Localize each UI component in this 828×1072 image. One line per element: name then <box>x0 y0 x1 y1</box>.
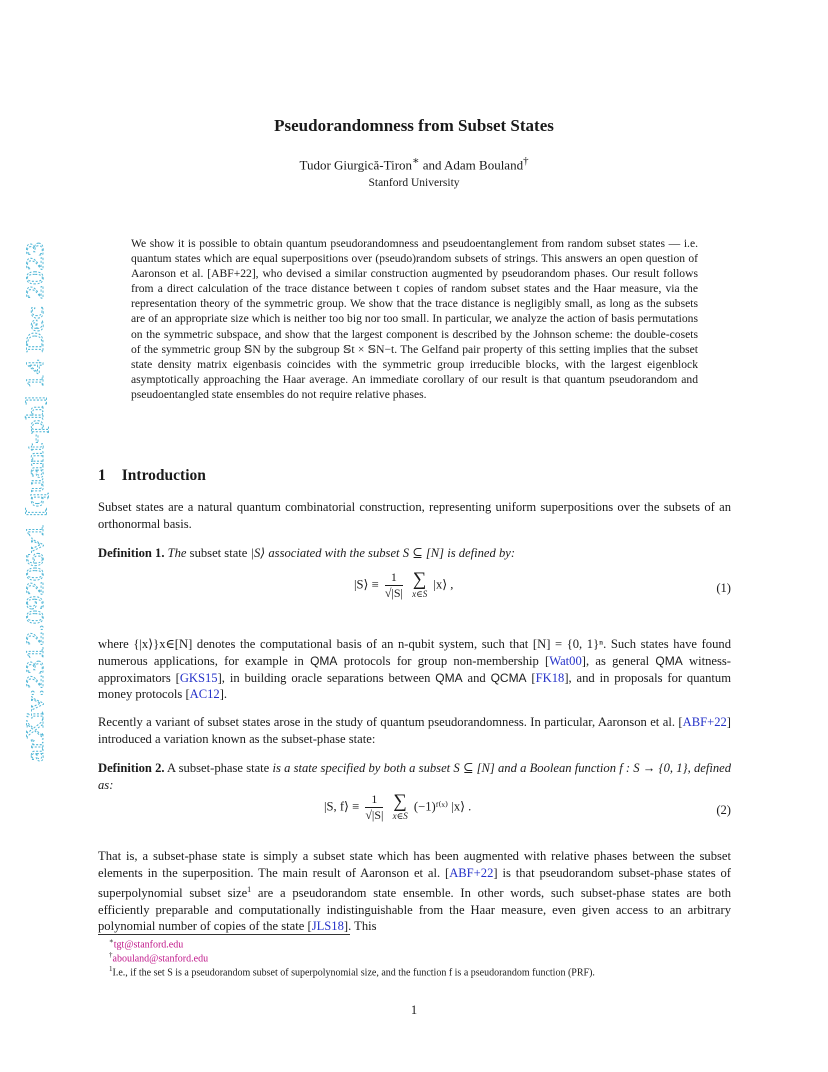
eq2-sum-sub: x∈S <box>392 811 408 821</box>
eq1-sum <box>412 571 427 600</box>
paragraph-3 <box>98 714 731 748</box>
p4-text-c: are a pseudorandom state ensemble. In other words, such subset-phase states are both efficiently preparable and computationally indistinguishable from the Haar measure, even given access to an arbitrary polynomial number of copies of the state [ <box>98 885 731 934</box>
p4-text-b: ] is that pseudorandom subset-phase states of superpolynomial subset size <box>98 865 731 900</box>
paragraph-2 <box>98 636 731 703</box>
intro-paragraph: Subset states are a natural quantum combinatorial construction, representing uniform superpositions over the subsets of an orthonormal basis. <box>98 500 731 531</box>
footnote-3 <box>109 965 595 978</box>
abstract: We show it is possible to obtain quantum pseudorandomness and pseudoentanglement from random subset states — i.e. quantum states which are equal superpositions over (pseudo)random subsets of strings. This answers an open question of Aaronson et al. [ABF+22], who devised a similar construction augmented by pseudorandom phases. Our result follows from a direct calculation of the trace distance between t copies of random subset states and the Haar measure, via the representation theory of the symmetric group. We show that the trace distance is negligibly small, as long as the subsets are of an appropriate size which is neither too big nor too small. In particular, we analyze the action of basis permutations on the symmetric subspace, and show that the largest component is described by the Johnson scheme: the double-cosets of the symmetric group 𝕊N by the subgroup 𝕊t × 𝕊N−t. The Gelfand pair property of this setting implies that the subset state density matrix eigenbasis coincides with the symmetric group irreducible blocks, with the largest eigenblock asymptotically approaching the Haar average. An immediate corollary of our result is that quantum pseudorandom and pseudoentangled state ensembles do not require relative phases. <box>131 237 698 401</box>
definition-1 <box>98 545 731 562</box>
p2-text-c: protocols for group non-membership [ <box>337 653 550 668</box>
footnote-1 <box>109 937 183 950</box>
page-number: 1 <box>410 1003 418 1017</box>
definition-2-term: A subset-phase state <box>167 761 270 775</box>
eq2-denominator: √|S| <box>365 808 384 822</box>
p2-text-g: ], in building oracle separations between <box>217 670 436 685</box>
p2-qma-1: QMA <box>310 653 338 668</box>
arxiv-stamp <box>14 240 50 765</box>
definition-1-text-b: |S⟩ associated with the subset S ⊆ [N] is defined by: <box>250 546 516 560</box>
email-link-2[interactable]: abouland@stanford.edu <box>112 953 209 965</box>
citation-jls18[interactable]: JLS18 <box>311 919 344 934</box>
p2-text-k: [ <box>526 670 536 685</box>
email-link-1[interactable]: tgt@stanford.edu <box>113 939 184 951</box>
eq1-number: (1) <box>716 581 731 595</box>
section-number: 1 <box>98 467 106 484</box>
citation-abf22-2[interactable]: ABF+22 <box>449 865 494 880</box>
arxiv-stamp-svg <box>14 240 50 765</box>
authors-line <box>0 154 828 173</box>
arxiv-stamp-text: arXiv:2312.09206v1 [quant-ph] 14 Dec 2023 <box>20 299 49 762</box>
eq1-numerator: 1 <box>385 570 403 586</box>
p3-text-b: ] introduced a variation known as the subset-phase state: <box>98 715 731 746</box>
equation-2 <box>98 792 731 836</box>
definition-1-text-a: The <box>167 546 187 560</box>
definition-1-term: subset state <box>189 546 248 560</box>
p2-qcma: QCMA <box>490 670 527 685</box>
section-title: Introduction <box>121 467 206 484</box>
sum-sigma-icon: ∑ <box>412 569 427 590</box>
affiliation: Stanford University <box>368 177 460 189</box>
eq2-sum <box>393 793 408 822</box>
author-1: Tudor Giurgică-Tiron <box>299 157 413 173</box>
author-2-mark: † <box>523 155 529 167</box>
footnote-mark-1[interactable]: 1 <box>247 884 252 894</box>
footnote-rule <box>98 934 350 935</box>
citation-abf22[interactable]: ABF+22 <box>682 715 727 729</box>
p3-text-a: Recently a variant of subset states arose in the study of quantum pseudorandomness. In particular, Aaronson et al. [ <box>98 715 683 729</box>
eq2-fraction <box>365 792 383 823</box>
citation-ac12[interactable]: AC12 <box>189 687 220 702</box>
p2-qma-2: QMA <box>655 653 683 668</box>
citation-gks15[interactable]: GKS15 <box>179 670 218 685</box>
paper-title: Pseudorandomness from Subset States <box>274 116 554 135</box>
author-1-mark: ∗ <box>412 155 420 167</box>
p2-text-a: where {|x⟩}x∈[N] denotes the computational basis of an n-qubit system, such that [N] = {0, 1}ⁿ. Such states have found numerous applications, for example in <box>98 637 731 668</box>
eq1-fraction <box>385 570 403 601</box>
p2-text-f: witness-approximators [ <box>98 653 731 685</box>
authors-and: and <box>419 157 444 173</box>
p2-text-d: ], as general <box>581 653 656 668</box>
eq2-numerator: 1 <box>365 792 383 808</box>
p2-text-i: and <box>462 670 491 685</box>
eq2-rhs: (−1)ᶠ⁽ˣ⁾ |x⟩ . <box>413 799 472 814</box>
footnote-3-mark: 1 <box>109 965 113 973</box>
p2-qma-3: QMA <box>435 670 463 685</box>
definition-2-label: Definition 2. <box>98 761 165 775</box>
section-heading <box>98 467 206 485</box>
definition-2 <box>98 760 731 794</box>
eq1-rhs: |x⟩ , <box>433 577 454 592</box>
paragraph-4 <box>98 848 731 935</box>
footnote-3-text: I.e., if the set S is a pseudorandom subset of superpolynomial size, and the function f is a pseudorandom function (PRF). <box>112 967 595 979</box>
eq1-sum-sub: x∈S <box>412 589 428 599</box>
author-2: Adam Bouland <box>444 157 524 173</box>
p2-text-l: ], and in proposals for quantum money protocols [ <box>98 670 732 702</box>
definition-1-label: Definition 1. <box>98 546 165 560</box>
citation-fk18[interactable]: FK18 <box>535 670 565 685</box>
footnote-1-mark: ∗ <box>109 937 114 945</box>
eq2-lhs: |S, f⟩ ≡ <box>324 799 360 814</box>
equation-1 <box>98 570 731 614</box>
p4-text-a: That is, a subset-phase state is simply a subset state which has been augmented with relative phases between the subset elements in the superposition. The main result of Aaronson et al. [ <box>98 849 731 880</box>
footnote-2-mark: † <box>109 951 113 959</box>
eq2-number: (2) <box>716 803 731 817</box>
definition-2-text: is a state specified by both a subset S ⊆ [N] and a Boolean function f : S → {0, 1}, defined as: <box>98 761 732 792</box>
footnote-2 <box>109 951 208 964</box>
eq1-denominator: √|S| <box>384 586 403 600</box>
p4-text-d: ]. This <box>343 919 377 934</box>
p2-text-m: ]. <box>219 687 228 702</box>
sum-sigma-icon: ∑ <box>393 791 407 812</box>
eq1-lhs: |S⟩ ≡ <box>354 577 379 592</box>
citation-wat00[interactable]: Wat00 <box>549 653 582 668</box>
